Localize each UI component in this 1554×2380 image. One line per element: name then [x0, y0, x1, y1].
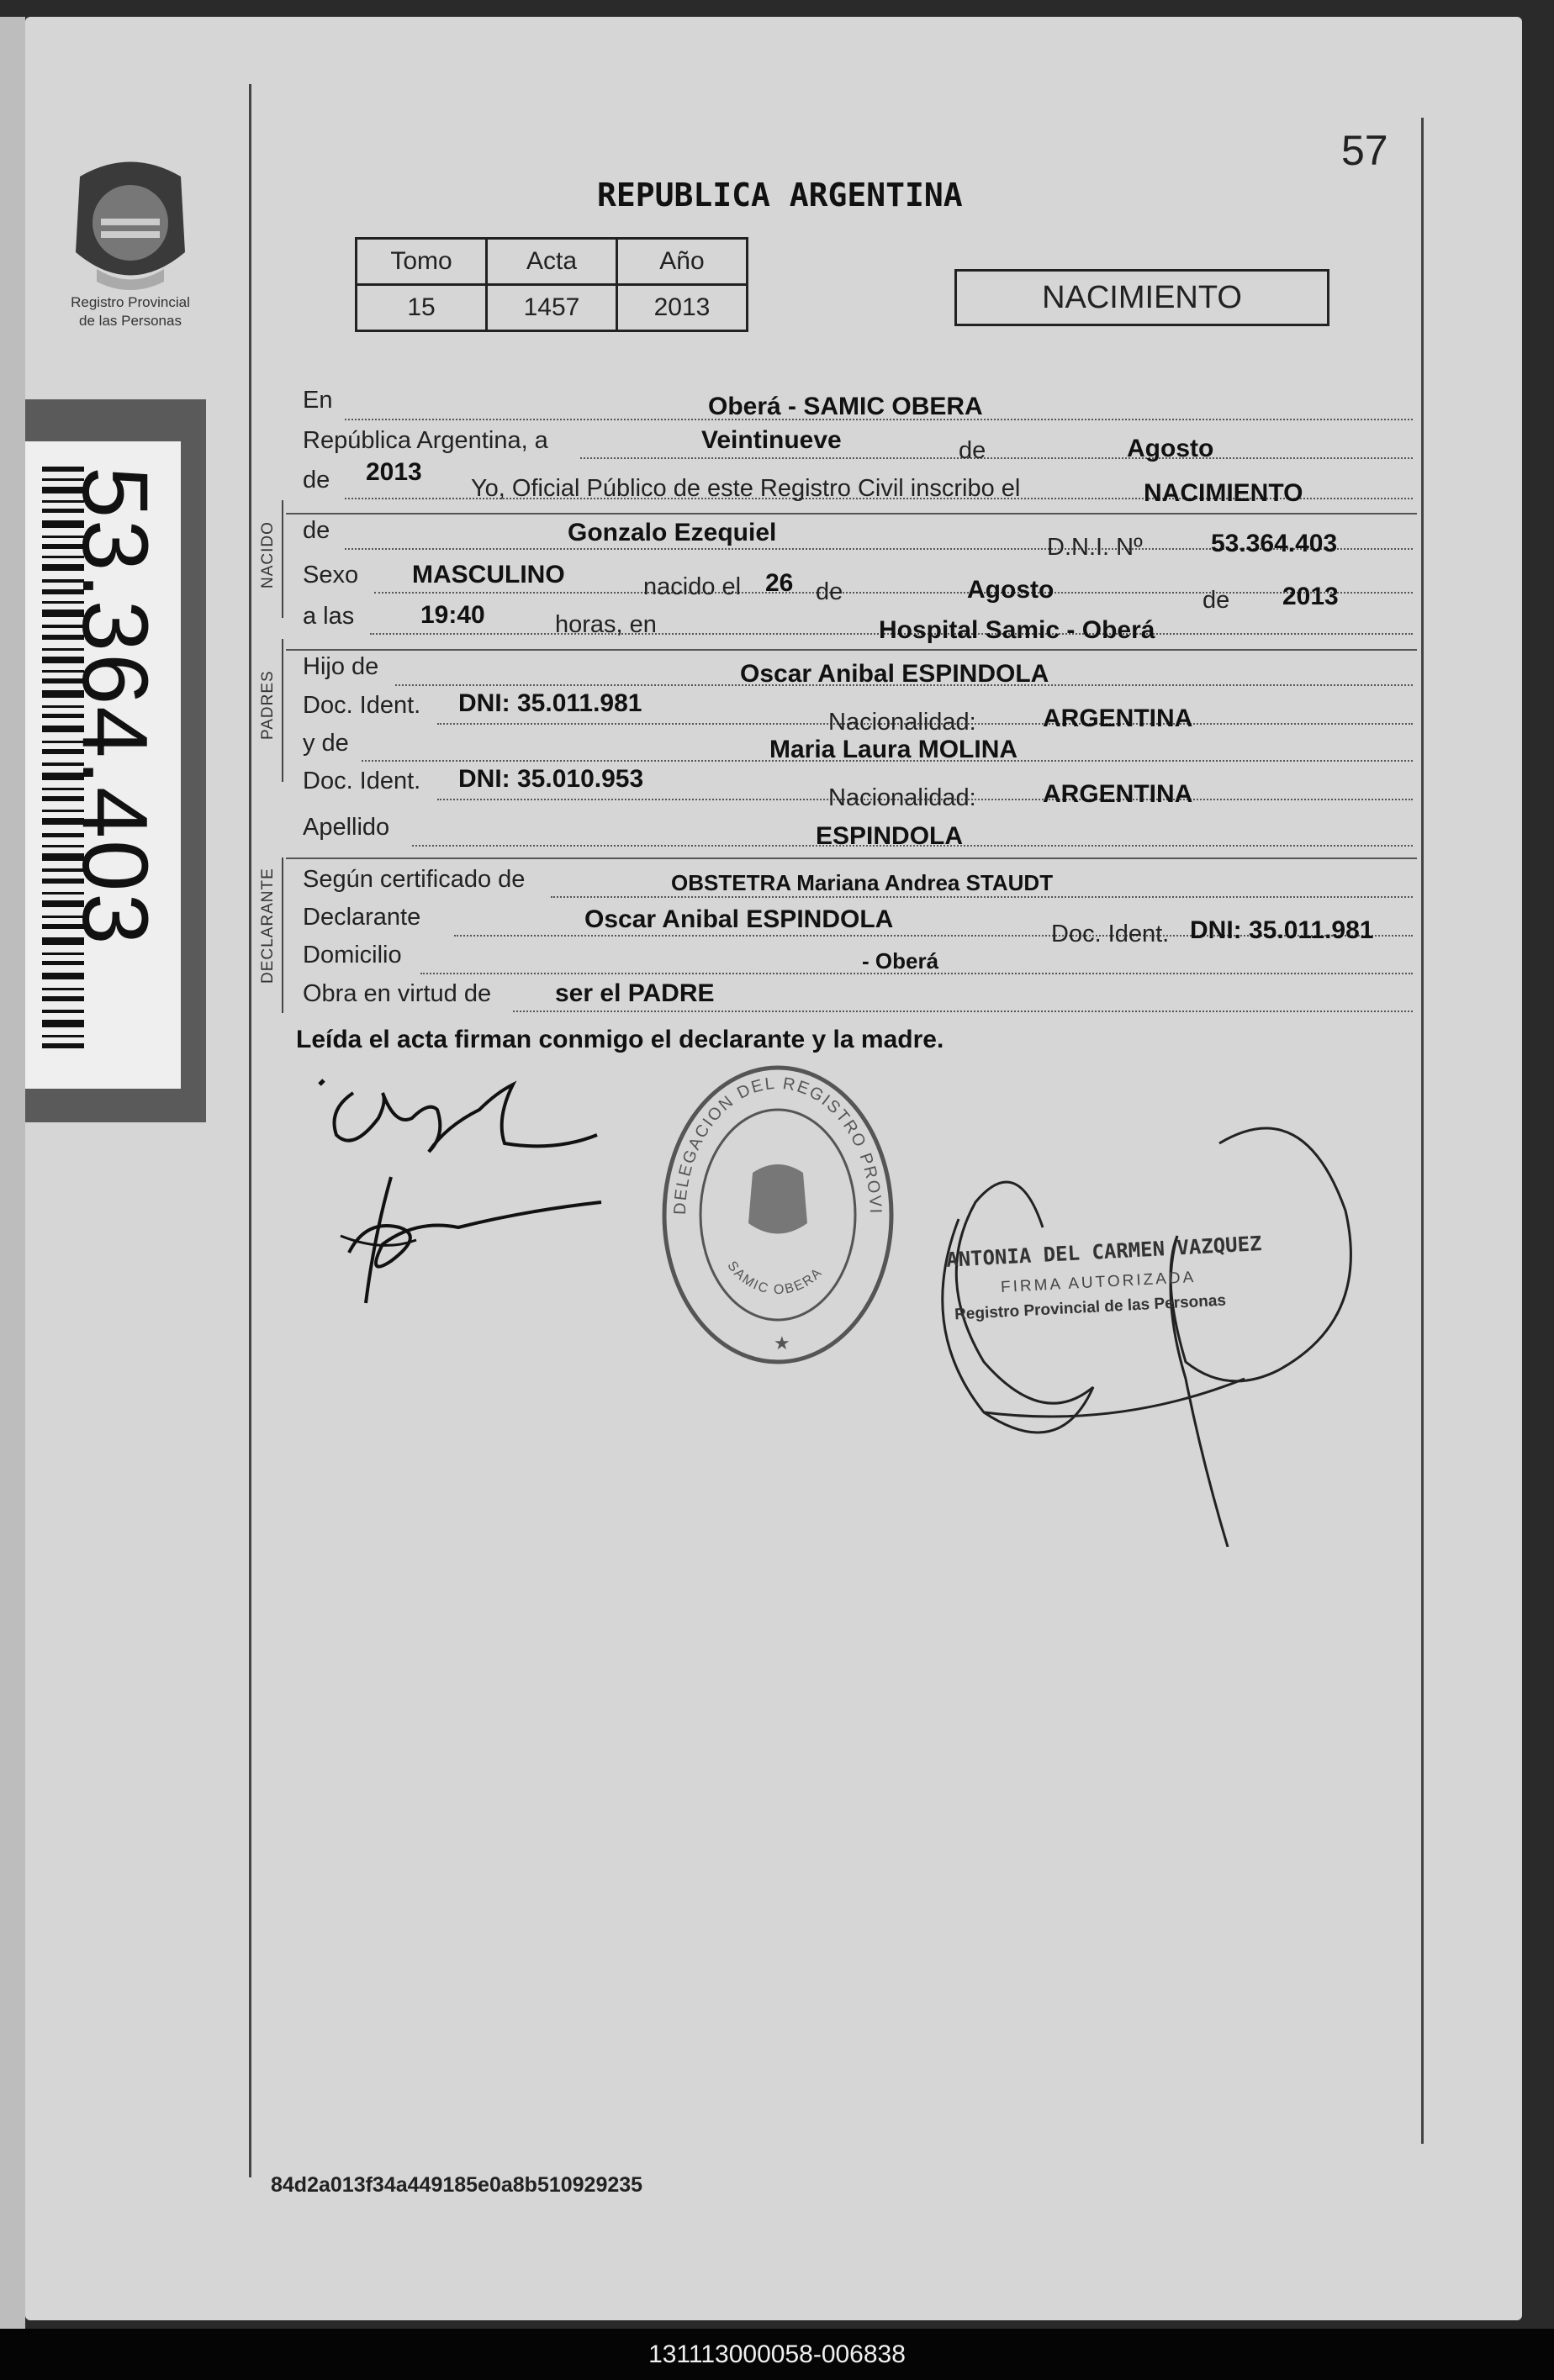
label-de-month: de: [959, 437, 986, 464]
record-table-header-row: [357, 239, 748, 285]
value-birth-day: 26: [765, 569, 794, 597]
officer-stamp: [908, 1110, 1379, 1547]
value-mother-nationality: ARGENTINA: [1043, 780, 1193, 808]
value-year: 2013: [366, 458, 422, 486]
padres-bracket: [282, 639, 283, 782]
value-birth-month: Agosto: [967, 576, 1054, 604]
label-en: En: [303, 387, 333, 414]
nacido-bracket: [282, 500, 283, 618]
label-dni: D.N.I. Nº: [1047, 534, 1143, 561]
label-obra-en-virtud: Obra en virtud de: [303, 980, 492, 1007]
label-yo-oficial: Yo, Oficial Público de este Registro Civil inscribo el: [471, 475, 1021, 502]
label-hijo-de: Hijo de: [303, 653, 379, 680]
page-number: 57: [1341, 127, 1388, 174]
barcode-number: 53.364.403: [63, 467, 166, 947]
office-seal: [652, 1055, 904, 1375]
value-father-nationality: ARGENTINA: [1043, 705, 1193, 732]
province-seal: [59, 143, 202, 303]
book-edge: [0, 17, 25, 2337]
footer-bar: [0, 2329, 1554, 2380]
record-table-header: Año: [617, 239, 748, 285]
record-table-header: Tomo: [357, 239, 487, 285]
registry-logo-line-1: Registro Provincial: [71, 294, 190, 310]
officer-name: ANTONIA DEL CARMEN VAZQUEZ: [945, 1232, 1263, 1272]
value-place: Oberá - SAMIC OBERA: [708, 393, 983, 420]
label-nacido-el: nacido el: [643, 573, 742, 600]
value-mother-doc: DNI: 35.010.953: [458, 765, 644, 793]
value-birth-time: 19:40: [420, 601, 485, 629]
label-de-name: de: [303, 517, 330, 544]
record-table-header: Acta: [487, 239, 617, 285]
label-sexo: Sexo: [303, 562, 359, 588]
declarant-signature: [303, 1059, 622, 1169]
label-horas-en: horas, en: [555, 611, 657, 638]
nacido-section-label: NACIDO: [259, 521, 277, 588]
office-seal-inner-text: SAMIC OBERA: [724, 1259, 826, 1298]
record-table-cell: 2013: [617, 285, 748, 331]
office-seal-text: DELEGACION DEL REGISTRO PROVI: [670, 1074, 885, 1216]
value-father-name: Oscar Anibal ESPINDOLA: [740, 660, 1049, 688]
label-doc-ident-declarant: Doc. Ident.: [1051, 921, 1170, 947]
officer-registry: Registro Provincial de las Personas: [954, 1291, 1227, 1324]
value-capacity: ser el PADRE: [555, 979, 715, 1007]
record-table: [355, 237, 748, 332]
right-margin-line: [1421, 118, 1424, 2144]
value-sex: MASCULINO: [412, 561, 565, 588]
declarante-section-label: DECLARANTE: [259, 868, 277, 984]
label-doc-ident-mother: Doc. Ident.: [303, 768, 421, 794]
value-birth-place: Hospital Samic - Oberá: [879, 616, 1155, 644]
barcode-sticker: [25, 399, 206, 1122]
label-declarante: Declarante: [303, 904, 421, 931]
value-declarant-doc: DNI: 35.011.981: [1190, 916, 1374, 944]
label-de-birth-month: de: [816, 578, 843, 605]
label-nationality-father: Nacionalidad:: [828, 709, 976, 736]
padres-section-label: PADRES: [259, 670, 277, 740]
svg-text:SAMIC OBERA: [724, 1259, 825, 1297]
declarante-bracket: [282, 858, 283, 1013]
value-surname: ESPINDOLA: [816, 822, 964, 850]
value-mother-name: Maria Laura MOLINA: [769, 736, 1018, 763]
left-margin-line: [249, 84, 251, 2177]
value-father-doc: DNI: 35.011.981: [458, 689, 642, 717]
record-type-box: [954, 269, 1329, 326]
record-table-cell: 15: [357, 285, 487, 331]
birth-certificate-page: [25, 17, 1522, 2320]
value-address: - Oberá: [862, 948, 939, 974]
value-day-words: Veintinueve: [701, 426, 842, 454]
value-child-name: Gonzalo Ezequiel: [568, 519, 777, 546]
value-certificate: OBSTETRA Mariana Andrea STAUDT: [671, 870, 1054, 895]
label-domicilio: Domicilio: [303, 942, 402, 968]
document-title: REPUBLICA ARGENTINA: [597, 177, 963, 214]
label-doc-ident-father: Doc. Ident.: [303, 692, 421, 719]
label-republica: República Argentina, a: [303, 427, 548, 454]
registry-logo-line-2: de las Personas: [79, 313, 182, 329]
label-nationality-mother: Nacionalidad:: [828, 784, 976, 811]
value-act: NACIMIENTO: [1144, 479, 1303, 507]
label-de-birth-year: de: [1202, 587, 1230, 614]
label-apellido: Apellido: [303, 814, 390, 841]
document-hash: 84d2a013f34a449185e0a8b510929235: [271, 2173, 643, 2197]
label-a-las: a las: [303, 603, 355, 630]
record-table-value-row: [357, 285, 748, 331]
closing-statement: Leída el acta firman conmigo el declarante y la madre.: [296, 1026, 944, 1053]
label-segun-certificado: Según certificado de: [303, 866, 526, 893]
record-table-cell: 1457: [487, 285, 617, 331]
svg-text:★: ★: [774, 1332, 790, 1354]
mother-signature: [315, 1160, 618, 1311]
label-y-de: y de: [303, 730, 349, 757]
value-birth-year: 2013: [1282, 583, 1339, 610]
value-child-dni: 53.364.403: [1211, 530, 1338, 557]
value-declarant: Oscar Anibal ESPINDOLA: [584, 905, 894, 933]
value-month: Agosto: [1127, 435, 1214, 462]
label-de-year: de: [303, 467, 330, 493]
officer-role: FIRMA AUTORIZADA: [1000, 1268, 1197, 1297]
record-type: NACIMIENTO: [1042, 280, 1242, 315]
footer-code: 131113000058-006838: [648, 2340, 906, 2368]
